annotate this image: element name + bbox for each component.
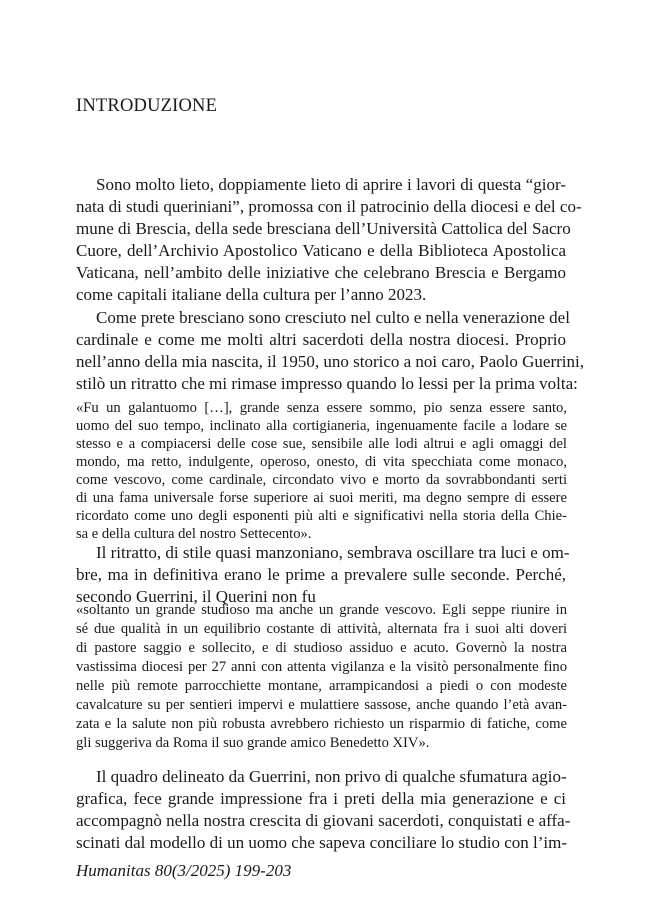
text-line: nata di studi queriniani”, promossa con il patrocinio della diocesi e del co-: [76, 197, 582, 216]
quote-line: «Fu un galantuomo […], grande senza essere sommo, pio senza essere santo,: [76, 400, 567, 416]
quote-line: uomo del suo tempo, inclinato alla cortigianeria, ingenuamente facile a lodare se: [76, 418, 567, 434]
text-line: grafica, fece grande impressione fra i preti della mia generazione e ci: [76, 789, 566, 808]
text-line: cardinale e come me molti altri sacerdoti della nostra diocesi. Proprio: [76, 330, 566, 349]
quote-line: vastissima diocesi per 27 anni con attenta vigilanza e la visitò personalmente fino: [76, 659, 567, 675]
text-line: mune di Brescia, della sede bresciana dell’Università Cattolica del Sacro: [76, 219, 571, 238]
text-line: Cuore, dell’Archivio Apostolico Vaticano e della Biblioteca Apostolica: [76, 241, 566, 260]
text-line: come capitali italiane della cultura per l’anno 2023.: [76, 285, 427, 304]
text-line: nell’anno della mia nascita, il 1950, uno storico a noi caro, Paolo Guerrini,: [76, 352, 584, 371]
quote-line: zata e la salute non più robusta avrebbero richiesto un risparmio di fatiche, come: [76, 716, 567, 732]
text-line: Il quadro delineato da Guerrini, non privo di qualche sfumatura agio-: [96, 767, 567, 786]
quote-line: nelle più remote parrocchiette montane, arrampicandosi a piedi o con modeste: [76, 678, 567, 694]
chapter-heading: INTRODUZIONE: [76, 96, 218, 116]
quote-line: come vescovo, come cardinale, circondato vivo e morto da sovrabbondanti serti: [76, 472, 567, 488]
quote-line: «soltanto un grande studioso ma anche un grande vescovo. Egli seppe riunire in: [76, 602, 567, 618]
text-line: secondo Guerrini, il Querini non fu: [76, 587, 316, 606]
text-line: stilò un ritratto che mi rimase impresso quando lo lessi per la prima volta:: [76, 374, 578, 393]
quote-line: ricordato come uno degli esponenti più alti e significativi nella storia della Chie-: [76, 508, 567, 524]
journal-footer: Humanitas 80(3/2025) 199-203: [76, 861, 292, 880]
text-line: Come prete bresciano sono cresciuto nel culto e nella venerazione del: [96, 308, 570, 327]
quote-line: di una fama universale forse superiore ai suoi meriti, ma degno sempre di essere: [76, 490, 567, 506]
quote-line: mondo, ma retto, indulgente, operoso, onesto, di vita specchiata come monaco,: [76, 454, 567, 470]
quote-line: sé due qualità in un equilibrio costante di attività, alternata fra i suoi alti doveri: [76, 621, 567, 637]
quote-line: gli suggeriva da Roma il suo grande amico Benedetto XIV».: [76, 735, 430, 751]
text-line: scinati dal modello di un uomo che sapeva conciliare lo studio con l’im-: [76, 833, 567, 852]
quote-line: di pastore saggio e sollecito, e di studioso assiduo e acuto. Governò la nostra: [76, 640, 567, 656]
quote-line: sa e della cultura del nostro Settecento».: [76, 526, 312, 542]
text-line: Vaticana, nell’ambito delle iniziative che celebrano Brescia e Bergamo: [76, 263, 566, 282]
text-line: Il ritratto, di stile quasi manzoniano, sembrava oscillare tra luci e om-: [96, 543, 570, 562]
text-line: bre, ma in definitiva erano le prime a prevalere sulle seconde. Perché,: [76, 565, 566, 584]
quote-line: stesso e a compiacersi delle cose sue, sensibile alle lodi altrui e agli omaggi del: [76, 436, 567, 452]
quote-line: cavalcature su per sentieri impervi e mulattiere sassose, anche quando l’età avan-: [76, 697, 567, 713]
text-line: accompagnò nella nostra crescita di giovani sacerdoti, conquistati e affa-: [76, 811, 571, 830]
text-line: Sono molto lieto, doppiamente lieto di aprire i lavori di questa “gior-: [96, 175, 566, 194]
